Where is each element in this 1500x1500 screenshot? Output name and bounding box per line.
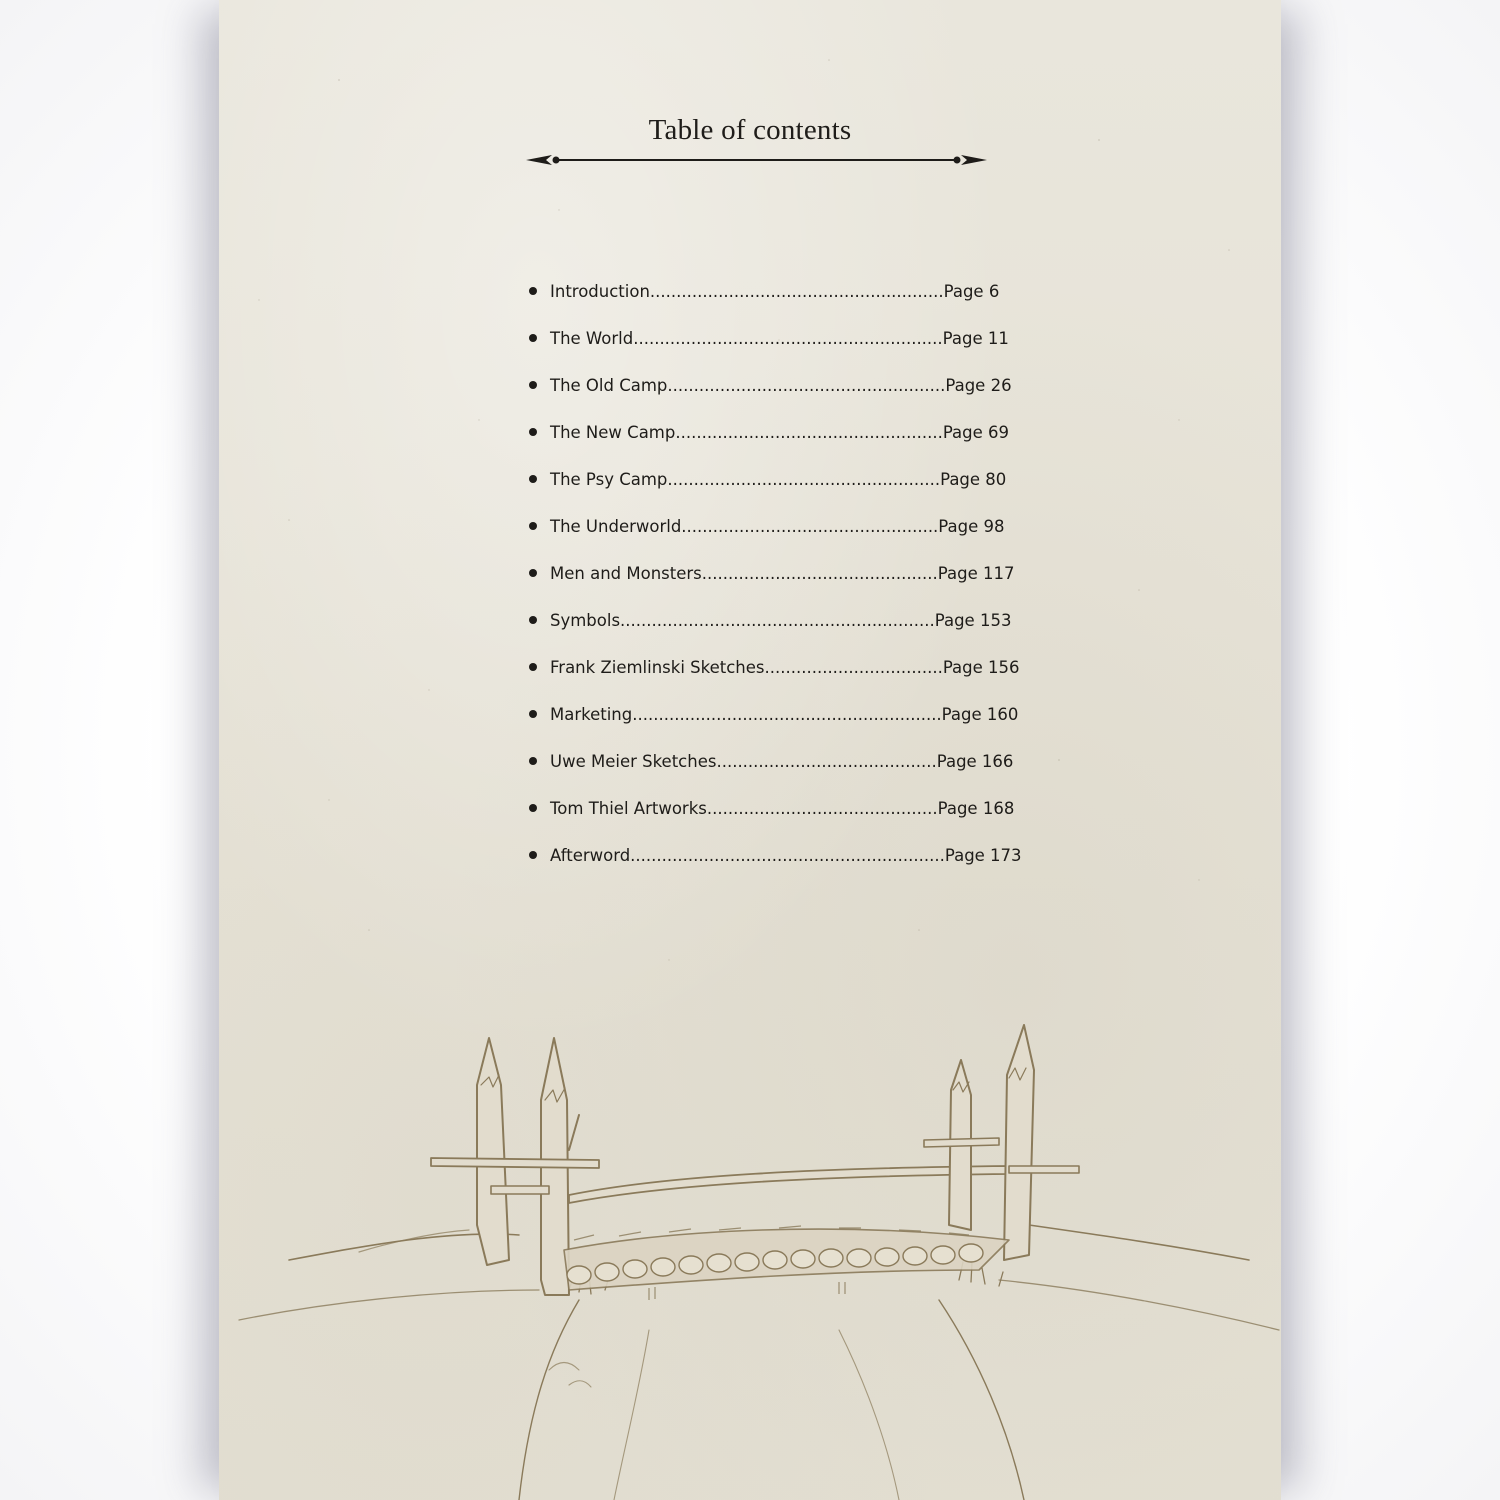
toc-entry-symbols[interactable] [529,608,1022,655]
toc-entry-the-new-camp[interactable] [529,420,1022,467]
toc-entry-tom-thiel-artworks[interactable] [529,796,1022,843]
bullet-icon [529,663,537,671]
toc-entry-text: Uwe Meier Sketches..........................................Page 166 [550,752,1014,771]
bullet-icon [529,757,537,765]
bullet-icon [529,616,537,624]
toc-entry-frank-ziemlinski-sketches[interactable] [529,655,1022,702]
toc-entry-text: The New Camp...................................................Page 69 [550,423,1010,442]
bullet-icon [529,381,537,389]
bullet-icon [529,522,537,530]
page-title: Table of contents [648,114,852,146]
toc-entry-text: The Psy Camp....................................................Page 80 [550,470,1007,489]
toc-entry-text: The Underworld.................................................Page 98 [550,517,1005,536]
toc-entry-the-psy-camp[interactable] [529,467,1022,514]
bullet-icon [529,851,537,859]
bullet-icon [529,710,537,718]
wooden-bridge-sketch-icon [219,990,1281,1500]
bullet-icon [529,428,537,436]
toc-entry-men-and-monsters[interactable] [529,561,1022,608]
toc-entry-text: Afterword............................................................Page 173 [550,846,1022,865]
toc-entry-uwe-meier-sketches[interactable] [529,749,1022,796]
bullet-icon [529,804,537,812]
bullet-icon [529,569,537,577]
toc-entry-text: Frank Ziemlinski Sketches..................................Page 156 [550,658,1020,677]
toc-entry-text: Marketing...........................................................Page 160 [550,705,1019,724]
toc-entry-marketing[interactable] [529,702,1022,749]
toc-entry-text: Tom Thiel Artworks............................................Page 168 [550,799,1015,818]
bullet-icon [529,475,537,483]
toc-entry-text: Introduction........................................................Page 6 [550,282,1000,301]
toc-entry-the-underworld[interactable] [529,514,1022,561]
toc-entry-text: Symbols............................................................Page 153 [550,611,1012,630]
bullet-icon [529,334,537,342]
bullet-icon [529,287,537,295]
book-page [219,0,1281,1500]
toc-entry-text: Men and Monsters.............................................Page 117 [550,564,1015,583]
toc-entry-the-old-camp[interactable] [529,373,1022,420]
toc-entry-text: The Old Camp.....................................................Page 26 [550,376,1012,395]
arrow-rule-ornament-icon [524,150,989,170]
toc-list [529,279,1022,890]
toc-entry-text: The World...........................................................Page 11 [550,329,1009,348]
toc-entry-afterword[interactable] [529,843,1022,890]
toc-entry-introduction[interactable] [529,279,1022,326]
toc-entry-the-world[interactable] [529,326,1022,373]
